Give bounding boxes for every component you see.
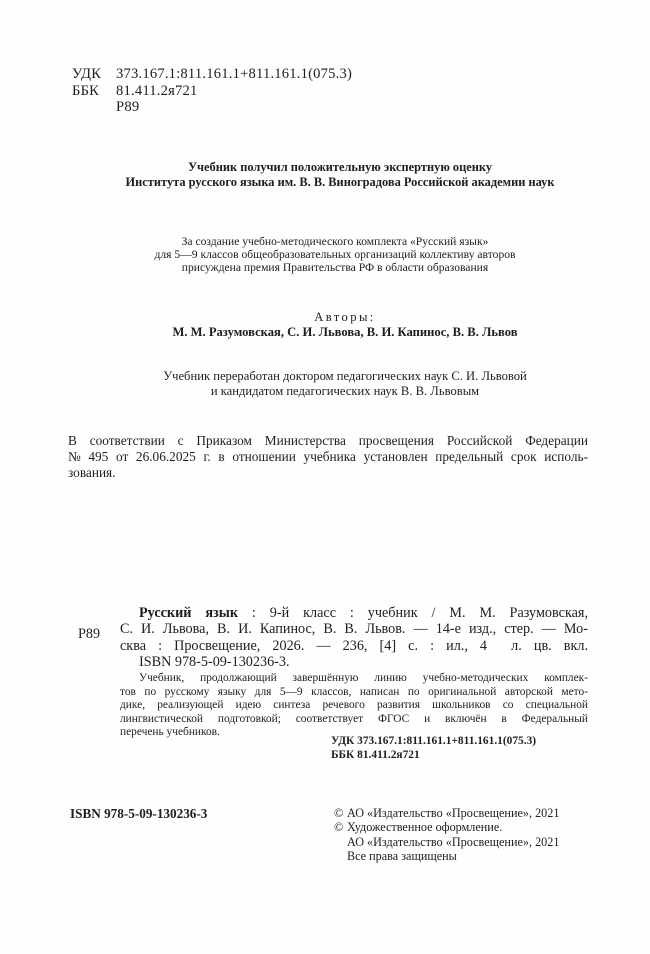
bib-udk: УДК 373.167.1:811.161.1+811.161.1(075.3) <box>331 735 537 747</box>
bib-line <box>120 605 588 621</box>
author-mark-row <box>72 99 352 116</box>
udk-value: 373.167.1:811.161.1+811.161.1(075.3) <box>116 66 353 82</box>
copyright-line: АО «Издательство «Просвещение», 2021 <box>347 834 560 849</box>
authors-names: М. М. Разумовская, С. И. Львова, В. И. Капинос, В. В. Львов <box>172 325 518 339</box>
book-title: Русский язык <box>139 605 238 621</box>
author-mark: Р89 <box>116 99 140 115</box>
award-note <box>0 235 650 275</box>
bib-isbn: ISBN 978-5-09-130236-3. <box>139 654 290 671</box>
award-note-line: для 5—9 классов общеобразовательных организаций коллективу авторов <box>154 248 516 262</box>
bibliographic-entry <box>120 605 588 671</box>
bbk-row <box>72 83 352 100</box>
expert-note <box>0 160 650 190</box>
revision-note <box>0 369 650 399</box>
udk-row <box>72 66 352 83</box>
order-line: зования. <box>68 465 116 481</box>
copyright-icon: © <box>334 820 344 835</box>
revision-note-line: и кандидатом педагогических наук В. В. Львовым <box>210 383 480 398</box>
annotation-line: Учебник, продолжающий завершённую линию учебно-методических комплек- <box>139 672 588 684</box>
annotation-line: дике, реализующей идею синтеза речевого развития школьников со специальной <box>120 699 588 712</box>
isbn: ISBN 978-5-09-130236-3 <box>70 806 208 821</box>
order-line: № 495 от 26.06.2025 г. в отношении учебника установлен предельный срок исполь- <box>68 449 588 465</box>
classification-block <box>72 66 352 116</box>
bib-line: сква : Просвещение, 2026. — 236, [4] с. : ил., 4 л. цв. вкл. <box>120 637 588 654</box>
annotation-line: перечень учебников. <box>120 726 220 739</box>
expert-note-line: Учебник получил положительную экспертную оценку <box>187 160 493 174</box>
bib-bbk: ББК 81.411.2я721 <box>331 748 420 761</box>
annotation-paragraph <box>120 672 588 740</box>
bib-line1-rest: : 9-й класс : учебник / М. М. Разумовская, <box>238 605 588 621</box>
revision-note-line: Учебник переработан доктором педагогических наук С. И. Львовой <box>163 369 527 383</box>
ministry-order-paragraph <box>68 433 588 482</box>
rights-reserved: Все права защищены <box>347 848 457 863</box>
annotation-line: тов по русскому языку для 5—9 классов, написан по оригинальной авторской мето- <box>120 685 588 698</box>
bibliographic-classification <box>331 735 536 762</box>
copyright-line: © Художественное оформление. <box>334 820 503 835</box>
annotation-line: лингвистической подготовкой; соответствует ФГОС и включён в Федеральный <box>120 712 588 725</box>
bibliographic-code: Р89 <box>78 626 101 642</box>
expert-note-line: Института русского языка им. В. В. Виноградова Российской академии наук <box>125 175 555 189</box>
order-line: В соответствии с Приказом Министерства просвещения Российской Федерации <box>68 433 588 448</box>
bib-line: С. И. Львова, В. И. Капинос, В. В. Львов. — 14-е изд., стер. — Мо- <box>120 621 588 638</box>
copyright-icon: © <box>334 806 344 820</box>
award-note-line: присуждена премия Правительства РФ в области образования <box>181 261 489 275</box>
copyright-block <box>334 806 559 863</box>
bbk-value: 81.411.2я721 <box>116 82 198 99</box>
copyright-line: © АО «Издательство «Просвещение», 2021 <box>334 806 560 820</box>
authors-heading: Авторы: <box>314 310 376 324</box>
bbk-label: ББК <box>72 82 100 99</box>
udk-label: УДК <box>72 66 102 82</box>
award-note-line: За создание учебно-методического комплекта «Русский язык» <box>181 235 489 248</box>
